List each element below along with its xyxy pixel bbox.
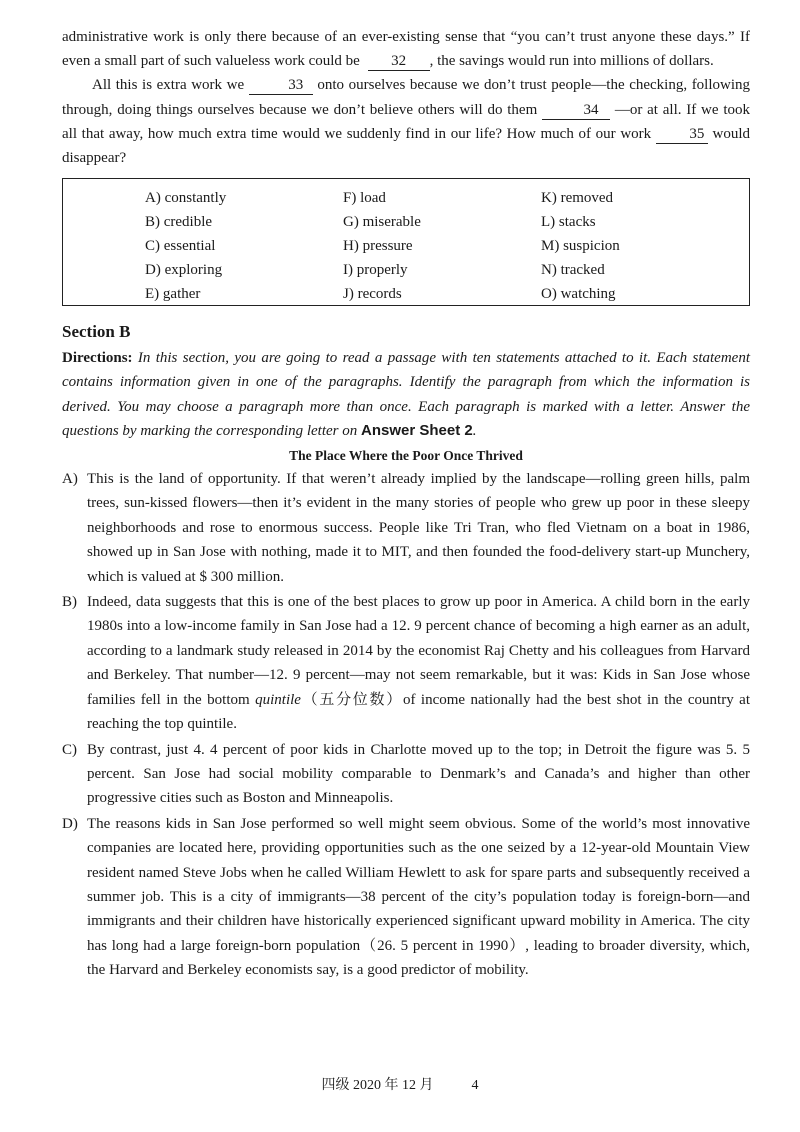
word-option: G) miserable <box>343 214 421 231</box>
word-option: O) watching <box>541 286 616 303</box>
word-option: J) records <box>343 286 402 303</box>
word-option: E) gather <box>145 286 201 303</box>
blank-35: 35 <box>656 125 708 144</box>
word-option: N) tracked <box>541 262 605 279</box>
blank-34: 34 <box>542 101 610 120</box>
intro-paragraph-2: All this is extra work we 33 onto ourselves because we don’t trust people—the checking, following through, doing things ourselves because we don’t believe others will do them 34 —or at all. If we took all that away, how much extra time would we suddenly find in our life? How much of our work 35 would disappear? <box>62 77 751 167</box>
paragraph-letter: C) <box>62 741 77 758</box>
paragraph-a: A) This is the land of opportunity. If that weren’t already implied by the landscape—rolling green hills, palm trees, sun-kissed flowers—then it’s evident in the many stories of people who grew up poor in these sleepy neighborhoods and rose to enormous success. People like Tri Tran, who fled Vietnam on a boat in 1986, showed up in San Jose with nothing, made it to MIT, and then founded the food-delivery start-up Munchery, which is valued at $ 300 million. <box>62 467 750 589</box>
term-quintile: quintile <box>255 691 301 708</box>
paragraph-letter: B) <box>62 594 77 611</box>
directions-text: In this section, you are going to read a passage with ten statements attached to it. Each statement contains information given in one of the paragraphs. Identify the paragraph from which the information is derived. You may choose a paragraph more than once. Each paragraph is marked with a letter. Answer the questions by marking the corresponding letter on <box>62 350 750 439</box>
answer-sheet-label: Answer Sheet 2 <box>361 421 473 439</box>
blank-32: 32 <box>368 52 430 71</box>
page-number: 4 <box>471 1078 479 1093</box>
page-footer <box>0 1074 800 1094</box>
word-bank <box>62 178 750 306</box>
directions-label: Directions: <box>62 350 133 367</box>
word-bank-column-3 <box>541 186 741 306</box>
word-option: K) removed <box>541 190 614 207</box>
paragraph-b: B) Indeed, data suggests that this is one of the best places to grow up poor in America. A child born in the early 1980s into a low-income family in San Jose had a 12. 9 percent chance of becoming a high earner as an adult, according to a landmark study released in 2014 by the economist Raj Chetty and his colleagues from Harvard and Berkeley. That number—12. 9 percent—may not seem remarkable, but it was: Kids in San Jose whose families fell in the bottom quintile（五分位数）of income nationally had the best shot in the country at reaching the top quintile. <box>62 590 750 736</box>
paragraph-d: D) The reasons kids in San Jose performed so well might seem obvious. Some of the world’s most innovative companies are located here, providing opportunities such as the one seized by a 12-year-old Mountain View resident named Steve Jobs when he called William Hewlett to ask for spare parts and subsequently received a summer job. This is a city of immigrants—38 percent of the city’s population today is foreign-born—and immigrants and their children have historically experienced significant upward mobility in America. The city has long had a large foreign-born population（26. 5 percent in 1990）, leading to broader diversity, which, the Harvard and Berkeley economists say, is a good predictor of mobility. <box>62 812 750 983</box>
word-option: L) stacks <box>541 214 596 231</box>
passage-title: The Place Where the Poor Once Thrived <box>289 448 523 464</box>
word-option: B) credible <box>145 214 213 231</box>
paragraph-c: C) By contrast, just 4. 4 percent of poor kids in Charlotte moved up to the top; in Detroit the figure was 5. 5 percent. San Jose had social mobility comparable to Denmark’s and Canada’s and higher than other progressive cities such as Boston and Minneapolis. <box>62 738 750 811</box>
intro-paragraph-1: administrative work is only there because of an ever-existing sense that “you can’t trust anyone these days.” If even a small part of such valueless work could be 32 , the savings would run into millions of dollars. <box>62 29 750 70</box>
blank-33: 33 <box>249 76 313 95</box>
paragraph-letter: D) <box>62 815 78 832</box>
word-option: H) pressure <box>343 238 413 255</box>
directions: Directions: In this section, you are going to read a passage with ten statements attached to it. Each statement contains information given in one of the paragraphs. Identify the paragraph from which the information is derived. You may choose a paragraph more than once. Each paragraph is marked with a letter. Answer the questions by marking the corresponding letter on Answer Sheet 2. <box>62 350 750 439</box>
word-bank-column-2 <box>343 186 541 306</box>
word-option: D) exploring <box>145 262 223 279</box>
word-option: C) essential <box>145 238 216 255</box>
word-option: F) load <box>343 190 386 207</box>
word-option: A) constantly <box>145 190 227 207</box>
word-option: I) properly <box>343 262 408 279</box>
exam-label: 四级 2020 年 12 月 <box>321 1078 434 1093</box>
word-option: M) suspicion <box>541 238 620 255</box>
section-heading: Section B <box>62 322 131 342</box>
paragraph-letter: A) <box>62 471 78 488</box>
word-bank-column-1 <box>145 186 343 306</box>
